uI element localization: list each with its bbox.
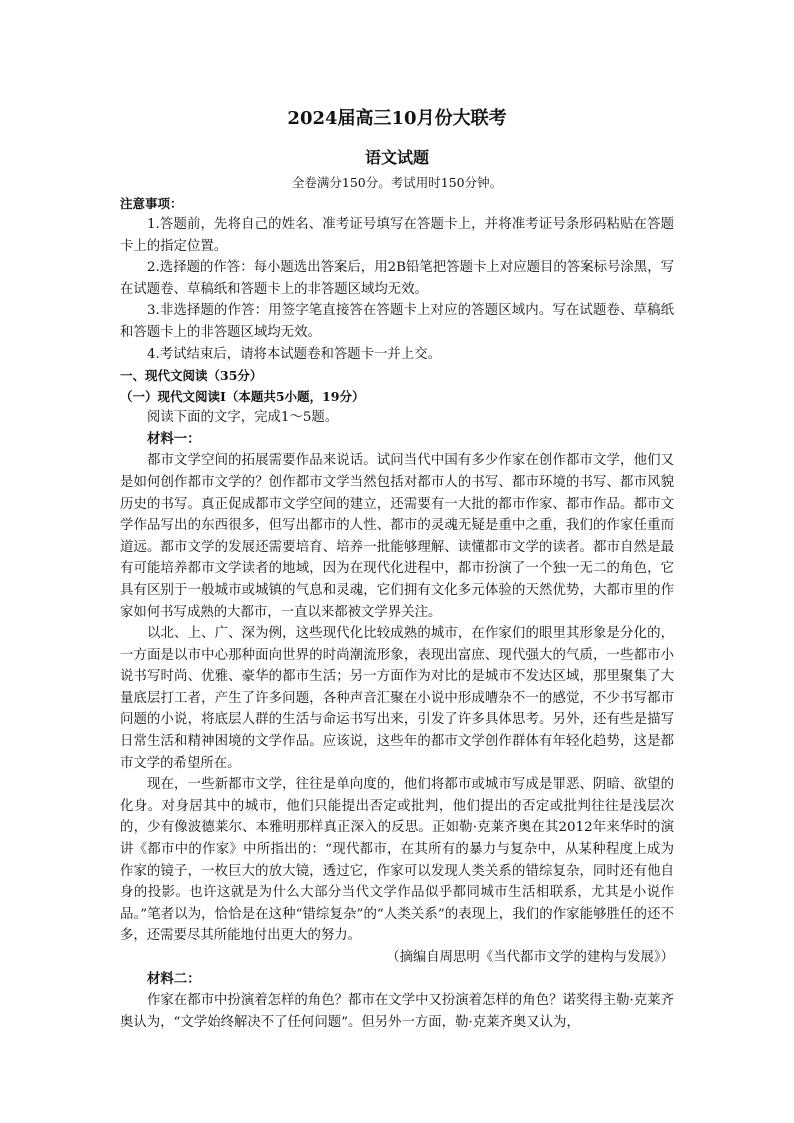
- exam-subtitle: 语文试题: [364, 148, 429, 167]
- material-1-paragraph-2: 以北、上、广、深为例，这些现代化比较成熟的城市，在作家们的眼里其形象是分化的，一方面是以市中心那种面向世界的时尚潮流形象，表现出富庶、现代强大的气质，一些都市小说书写时尚、优雅、豪华的都市生活；另一方面作为对比的是城市不发达区域，那里聚集了大量底层打工者，产生了许多问题，各种声音汇聚在小说中形成嘈杂不一的感觉，不少书写都市问题的小说，将底层人群的生活与命运书写出来，引发了许多具体思考。另外，还有些是描写日常生活和精神困境的文学作品。应该说，这些年的都市文学创作群体有年轻化趋势，这是都市文学的希望所在。: [120, 626, 674, 771]
- material-2-label: 材料二：: [147, 970, 201, 987]
- notes-label: 注意事项：: [120, 196, 183, 211]
- reading-instruction: 阅读下面的文字，完成1～5题。: [147, 410, 339, 426]
- material-1-label: 材料一：: [147, 430, 201, 447]
- material-1-source: （摘编自周思明《当代都市文学的建构与发展》）: [386, 950, 674, 965]
- section-subheading: （一）现代文阅读Ⅰ（本题共5小题，19分）: [120, 389, 365, 405]
- note-item-4: 4.考试结束后，请将本试题卷和答题卡一并上交。: [147, 346, 441, 362]
- note-item-3: 3.非选择题的作答：用签字笔直接答在答题卡上对应的答题区域内。写在试题卷、草稿纸和答题卡上的非答题区域均无效。: [120, 303, 674, 340]
- note-item-1: 1.答题前，先将自己的姓名、准考证号填写在答题卡上，并将准考证号条形码粘贴在答题卡上的指定位置。: [120, 217, 674, 254]
- exam-title: 2024届高三10月份大联考: [287, 108, 507, 129]
- material-2-paragraph-1: 作家在都市中扮演着怎样的角色？都市在文学中又扮演着怎样的角色？诺奖得主勒·克莱齐奥认为，“文学始终解决不了任何问题”。但另外一方面，勒·克莱齐奥又认为，: [120, 993, 674, 1030]
- material-1-paragraph-1: 都市文学空间的拓展需要作品来说话。试问当代中国有多少作家在创作都市文学，他们又是如何创作都市文学的？创作都市文学当然包括对都市人的书写、都市环境的书写、都市风貌历史的书写。真正促成都市文学空间的建立，还需要有一大批的都市作家、都市作品。都市文学作品写出的东西很多，但写出都市的人性、都市的灵魂无疑是重中之重，我们的作家任重而道远。都市文学的发展还需要培育、培养一批能够理解、读懂都市文学的读者。都市自然是最有可能培养都市文学读者的地域，因为在现代化进程中，都市扮演了一个独一无二的角色，它具有区别于一般城市或城镇的气息和灵魂，它们拥有文化多元体验的天然优势，大都市里的作家如何书写成熟的大都市，一直以来都被文学界关注。: [120, 453, 674, 620]
- exam-page: [120, 106, 674, 1033]
- exam-meta: 全卷满分150分。考试用时150分钟。: [291, 175, 503, 190]
- note-item-2: 2.选择题的作答：每小题选出答案后，用2B铅笔把答题卡上对应题目的答案标号涂黑，写在试题卷、草稿纸和答题卡上的非答题区域均无效。: [120, 260, 674, 297]
- section-heading: 一、现代文阅读（35分）: [120, 368, 263, 384]
- material-1-paragraph-3: 现在，一些新都市文学，往往是单向度的，他们将都市或城市写成是罪恶、阴暗、欲望的化身。对身居其中的城市，他们只能提出否定或批判，他们提出的否定或批判往往是浅层次的，少有像波德莱尔、本雅明那样真正深入的反思。正如勒·克莱齐奥在其2012年来华时的演讲《都市中的作家》中所指出的：“现代都市，在其所有的暴力与复杂中，从某种程度上成为作家的镜子，一枚巨大的放大镜，透过它，作家可以发现人类关系的错综复杂，同时还有他自身的投影。也许这就是为什么大部分当代文学作品似乎都同城市生活相联系，尤其是小说作品。”笔者以为，恰恰是在这种“错综复杂”的“人类关系”的表现上，我们的作家能够胜任的还不多，还需要尽其所能地付出更大的努力。: [120, 777, 674, 944]
